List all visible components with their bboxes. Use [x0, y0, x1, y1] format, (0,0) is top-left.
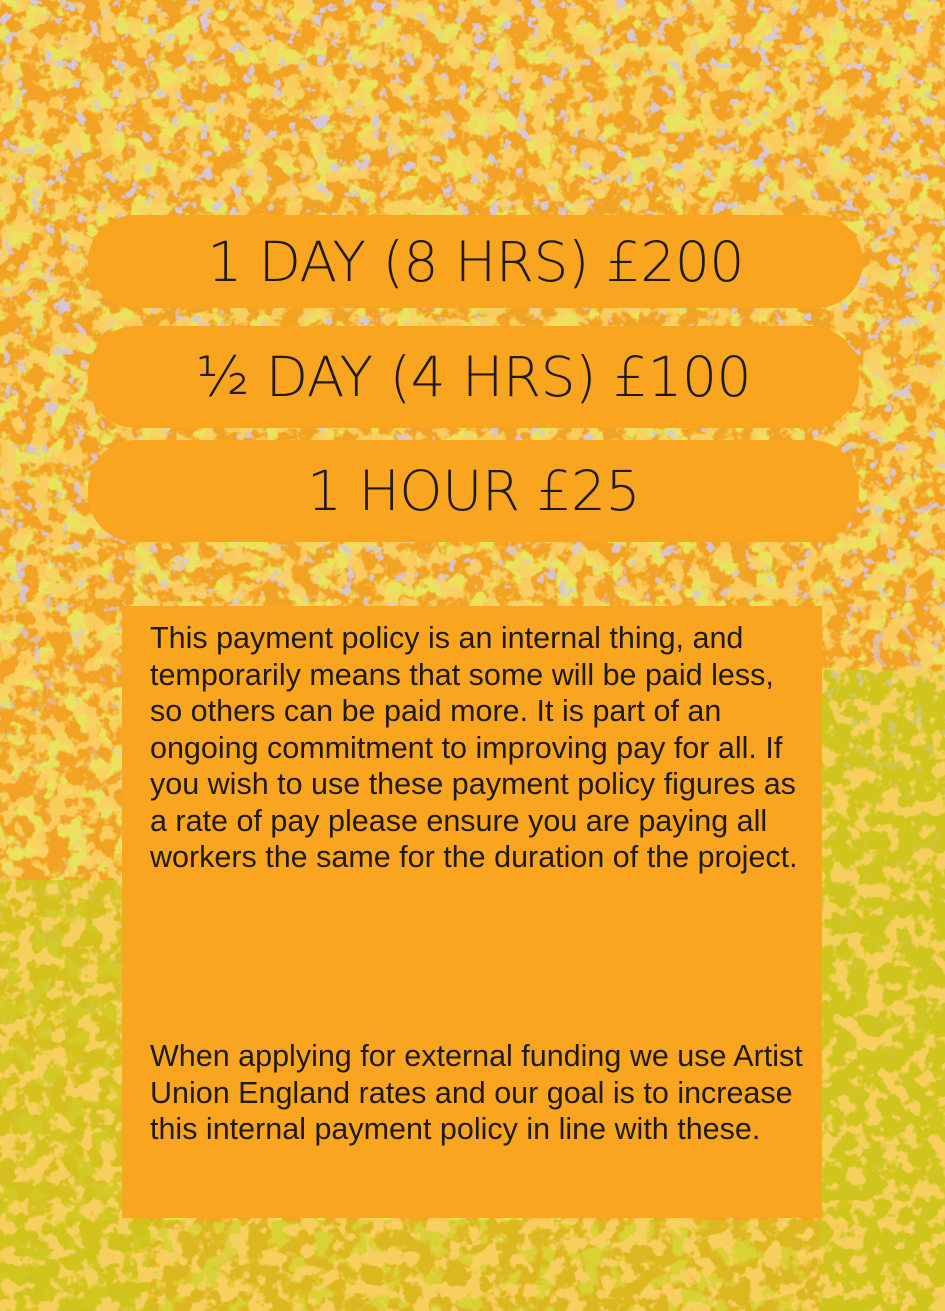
rate-full-day — [88, 215, 863, 308]
rate-full-day-label: 1 DAY (8 HRS) £200 — [207, 229, 744, 294]
policy-paragraph-1: This payment policy is an internal thing, and temporarily means that some will be paid less, so others can be paid more. It is part of an ongoing commitment to improving pay for all. If you wish to use these payment policy figures as a rate of pay please ensure you are paying all workers the same for the duration of the project. — [150, 621, 798, 874]
policy-paragraph-2: When applying for external funding we use Artist Union England rates and our goal is to increase this internal payment policy in line with these. — [150, 1039, 803, 1146]
rate-half-day — [88, 326, 859, 428]
rate-hourly-label: 1 HOUR £25 — [306, 459, 641, 523]
rate-hourly — [88, 440, 859, 542]
rate-half-day-label: ½ DAY (4 HRS) £100 — [196, 345, 751, 409]
